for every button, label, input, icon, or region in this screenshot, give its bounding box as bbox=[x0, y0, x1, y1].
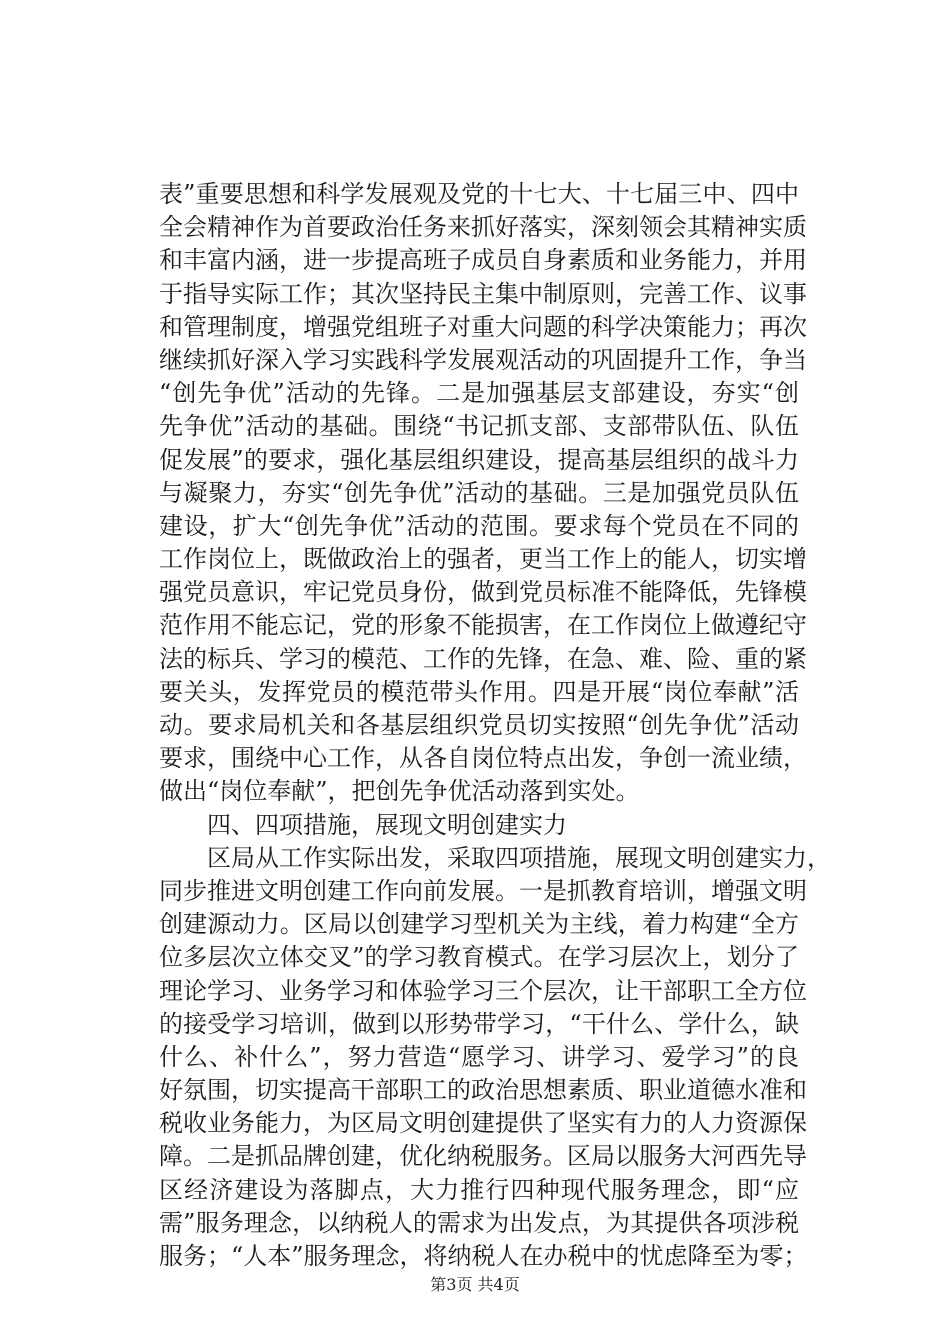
text-line: 全会精神作为首要政治任务来抓好落实，深刻领会其精神实质 bbox=[159, 213, 807, 242]
text-line: 范作用不能忘记，党的形象不能损害，在工作岗位上做遵纪守 bbox=[159, 611, 807, 640]
text-line: 障。二是抓品牌创建，优化纳税服务。区局以服务大河西先导 bbox=[159, 1142, 807, 1171]
section-heading: 四、四项措施，展现文明创建实力 bbox=[207, 810, 567, 839]
text-line: 税收业务能力，为区局文明创建提供了坚实有力的人力资源保 bbox=[159, 1109, 807, 1138]
text-line: 促发展”的要求，强化基层组织建设，提高基层组织的战斗力 bbox=[159, 445, 799, 474]
text-line: 和丰富内涵，进一步提高班子成员自身素质和业务能力，并用 bbox=[159, 246, 807, 275]
text-line: 区经济建设为落脚点，大力推行四种现代服务理念，即“应 bbox=[159, 1175, 799, 1204]
text-line: 理论学习、业务学习和体验学习三个层次，让干部职工全方位 bbox=[159, 976, 807, 1005]
text-line: 强党员意识，牢记党员身份，做到党员标准不能降低，先锋模 bbox=[159, 578, 807, 607]
text-line: 表”重要思想和科学发展观及党的十七大、十七届三中、四中 bbox=[159, 180, 799, 208]
text-line: 动。要求局机关和各基层组织党员切实按照“创先争优”活动 bbox=[159, 711, 799, 739]
text-line: 什么、补什么”，努力营造“愿学习、讲学习、爱学习”的良 bbox=[159, 1042, 799, 1071]
text-line: 先争优”活动的基础。围绕“书记抓支部、支部带队伍、队伍 bbox=[159, 412, 799, 441]
text-line: 的接受学习培训，做到以形势带学习，“干什么、学什么，缺 bbox=[159, 1009, 799, 1038]
text-line: 建设，扩大“创先争优”活动的范围。要求每个党员在不同的 bbox=[159, 511, 799, 540]
text-line: 和管理制度，增强党组班子对重大问题的科学决策能力；再次 bbox=[159, 312, 807, 341]
text-line: 与凝聚力，夯实“创先争优”活动的基础。三是加强党员队伍 bbox=[159, 478, 799, 507]
text-line: 位多层次立体交叉”的学习教育模式。在学习层次上，划分了 bbox=[159, 943, 799, 972]
text-line: 做出“岗位奉献”，把创先争优活动落到实处。 bbox=[159, 777, 640, 806]
text-line: 同步推进文明创建工作向前发展。一是抓教育培训，增强文明 bbox=[159, 876, 807, 905]
text-line: 于指导实际工作；其次坚持民主集中制原则，完善工作、议事 bbox=[159, 279, 807, 308]
text-line: 工作岗位上，既做政治上的强者，更当工作上的能人，切实增 bbox=[159, 545, 807, 574]
text-line: 区局从工作实际出发，采取四项措施，展现文明创建实力， bbox=[207, 843, 831, 872]
text-line: 要关头，发挥党员的模范带头作用。四是开展“岗位奉献”活 bbox=[159, 677, 799, 706]
text-line: “创先争优”活动的先锋。二是加强基层支部建设，夯实“创 bbox=[159, 379, 799, 408]
body-text bbox=[159, 178, 831, 1273]
text-line: 好氛围，切实提高干部职工的政治思想素质、职业道德水准和 bbox=[159, 1076, 807, 1105]
text-line: 创建源动力。区局以创建学习型机关为主线，着力构建“全方 bbox=[159, 910, 799, 939]
text-line: 需”服务理念，以纳税人的需求为出发点，为其提供各项涉税 bbox=[159, 1208, 799, 1237]
text-line: 要求，围绕中心工作，从各自岗位特点出发，争创一流业绩， bbox=[159, 744, 807, 773]
text-line: 服务；“人本”服务理念，将纳税人在办税中的忧虑降至为零； bbox=[159, 1242, 808, 1270]
text-line: 继续抓好深入学习实践科学发展观活动的巩固提升工作，争当 bbox=[159, 345, 807, 374]
page-number-footer: 第3页 共4页 bbox=[430, 1275, 520, 1294]
text-line: 法的标兵、学习的模范、工作的先锋，在急、难、险、重的紧 bbox=[159, 644, 807, 673]
